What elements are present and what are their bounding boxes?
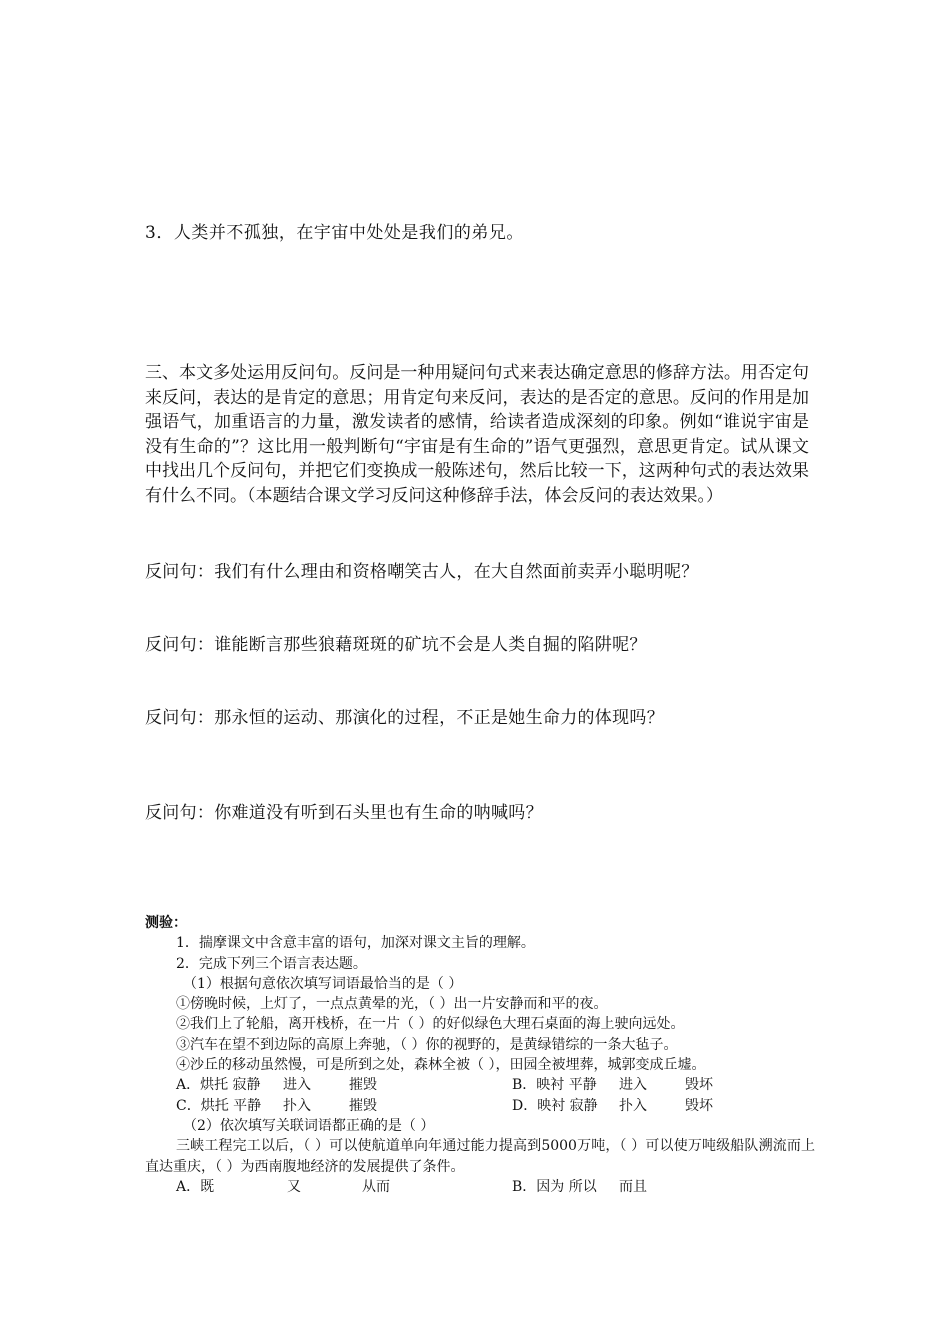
rhetorical-question-2: 反问句：谁能断言那些狼藉斑斑的矿坑不会是人类自掘的陷阱呢？	[145, 635, 647, 655]
option-b2-words: B．因为 所以	[512, 1178, 597, 1195]
question-2-options-row-1	[145, 1177, 815, 1197]
rhetorical-question-4: 反问句：你难道没有听到石头里也有生命的呐喊吗？	[145, 803, 543, 823]
option-a2-word-3: 从而	[362, 1178, 390, 1195]
question-1-sentence-4: ④沙丘的移动虽然慢，可是所到之处，森林全被（ ），田园全被埋葬，城郭变成丘墟。	[176, 1057, 706, 1074]
quiz-item-1: 1．揣摩课文中含意丰富的语句，加深对课文主旨的理解。	[176, 935, 535, 952]
question-2-stem: （2）依次填写关联词语都正确的是（ ）	[183, 1117, 435, 1134]
option-b-words: B．映衬 平静	[512, 1077, 597, 1094]
question-1-sentence-2: ②我们上了轮船，离开栈桥，在一片（ ）的好似绿色大理石桌面的海上驶向远处。	[176, 1016, 685, 1033]
option-b-word-3: 进入	[619, 1077, 647, 1094]
rhetorical-question-1: 反问句：我们有什么理由和资格嘲笑古人，在大自然面前卖弄小聪明呢？	[145, 562, 699, 582]
rhetorical-question-3: 反问句：那永恒的运动、那演化的过程，不正是她生命力的体现吗？	[145, 708, 664, 728]
quiz-section	[145, 913, 815, 1197]
quiz-item-2: 2．完成下列三个语言表达题。	[176, 955, 367, 972]
option-a2-word-2: 又	[287, 1178, 301, 1195]
question-1-options-row-1	[145, 1075, 815, 1095]
option-d-word-3: 扑入	[619, 1097, 647, 1114]
quiz-title: 测验：	[145, 915, 187, 931]
question-2-paragraph: 三峡工程完工以后，（ ）可以使航道单向年通过能力提高到5000万吨，（ ）可以使万吨级船队溯流而上直达重庆，（ ）为西南腹地经济的发展提供了条件。	[145, 1138, 815, 1175]
item-3-text: 3．人类并不孤独，在宇宙中处处是我们的弟兄。	[145, 223, 524, 243]
section-3-paragraph: 三、本文多处运用反问句。反问是一种用疑问句式来表达确定意思的修辞方法。用否定句来反问，表达的是肯定的意思；用肯定句来反问，表达的是否定的意思。反问的作用是加强语气，加重语言的力量，激发读者的感情，给读者造成深刻的印象。例如“谁说宇宙是没有生命的”？这比用一般判断句“宇宙是有生命的”语气更强烈，意思更肯定。试从课文中找出几个反问句，并把它们变换成一般陈述句，然后比较一下，这两种句式的表达效果有什么不同。（本题结合课文学习反问这种修辞手法，体会反问的表达效果。）	[145, 363, 809, 506]
option-a2-word-1: A．既	[176, 1178, 215, 1195]
option-d-word-4: 毁坏	[685, 1097, 713, 1114]
question-1-sentence-3: ③汽车在望不到边际的高原上奔驰，（ ）你的视野的，是黄绿错综的一条大毡子。	[176, 1036, 678, 1053]
option-c-word-3: 扑入	[283, 1097, 311, 1114]
option-b-word-4: 毁坏	[685, 1077, 713, 1094]
option-a-word-3: 进入	[283, 1077, 311, 1094]
option-a-word-4: 摧毁	[349, 1077, 377, 1094]
option-d-words: D．映衬 寂静	[512, 1097, 598, 1114]
option-a-words: A．烘托 寂静	[176, 1077, 261, 1094]
question-1-options-row-2	[145, 1096, 815, 1116]
option-b2-word-3: 而且	[619, 1178, 647, 1195]
option-c-words: C．烘托 平静	[176, 1097, 262, 1114]
question-1-sentence-1: ①傍晚时候，上灯了，一点点黄晕的光，（ ）出一片安静而和平的夜。	[176, 996, 608, 1013]
question-1-stem: （1）根据句意依次填写词语最恰当的是（ ）	[183, 975, 463, 992]
option-c-word-4: 摧毁	[349, 1097, 377, 1114]
